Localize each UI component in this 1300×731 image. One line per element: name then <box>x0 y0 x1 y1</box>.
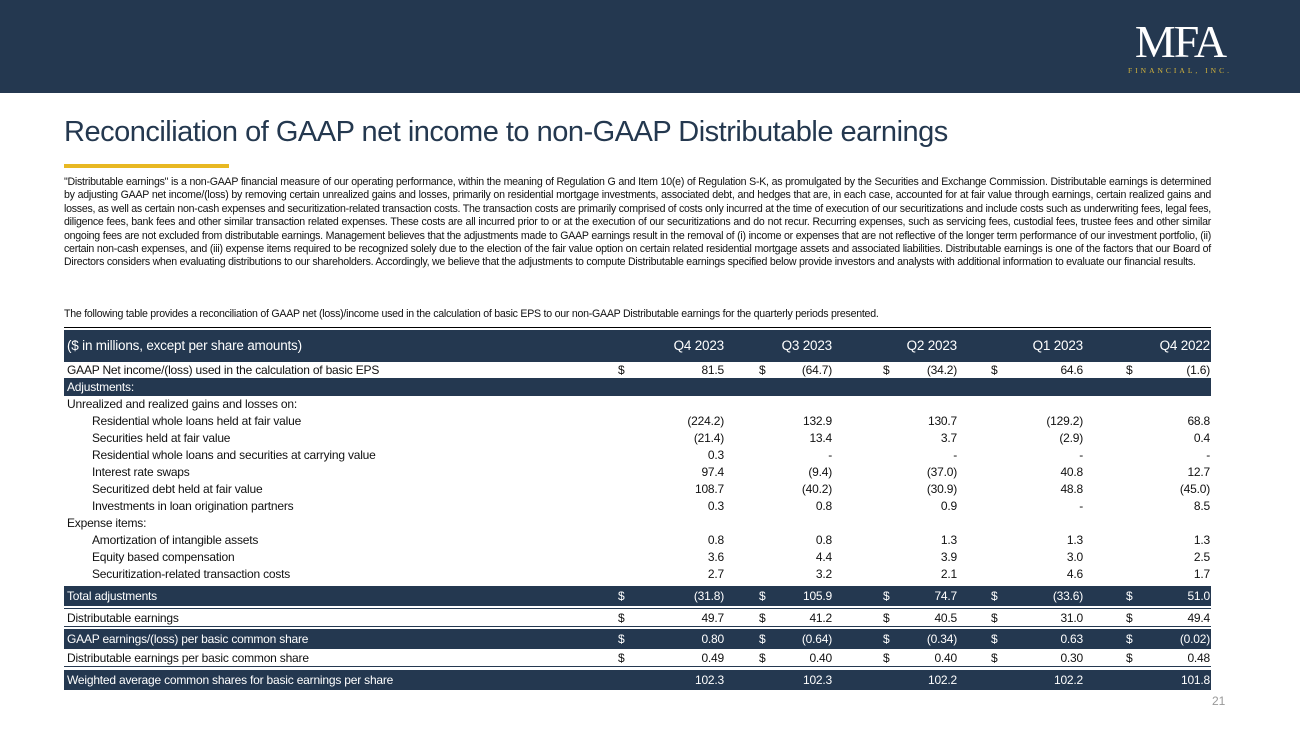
row-label: Total adjustments <box>67 589 157 603</box>
currency-symbol: $ <box>759 651 766 665</box>
cell-value: 108.7 <box>694 482 724 496</box>
row-label: Residential whole loans held at fair value <box>92 414 302 428</box>
cell-value: - <box>1206 448 1210 462</box>
cell-value: 40.5 <box>934 611 957 625</box>
cell-value: 4.6 <box>1066 567 1083 581</box>
row-distributable-earnings <box>64 608 1211 627</box>
cell-value: 64.6 <box>1060 363 1083 377</box>
cell-value: 49.4 <box>1187 611 1210 625</box>
row-label: Unrealized and realized gains and losses on: <box>67 397 298 411</box>
cell-value: 3.7 <box>940 431 957 445</box>
cell-value: (0.64) <box>801 632 832 646</box>
currency-symbol: $ <box>991 589 998 603</box>
row-label: Adjustments: <box>67 380 134 394</box>
cell-value: - <box>953 448 957 462</box>
cell-value: (21.4) <box>693 431 724 445</box>
cell-value: 102.3 <box>694 673 724 687</box>
cell-value: 2.7 <box>707 567 724 581</box>
cell-value: 1.7 <box>1193 567 1210 581</box>
row-label: ($ in millions, except per share amounts) <box>67 338 302 353</box>
cell-value: 1.3 <box>1193 533 1210 547</box>
mfa-logo <box>1128 16 1232 75</box>
logo-subtext: FINANCIAL, INC. <box>1128 66 1232 75</box>
table-row <box>64 464 1211 481</box>
table-row <box>64 566 1211 583</box>
currency-symbol: $ <box>1126 632 1133 646</box>
row-gaap-net-income <box>64 362 1211 379</box>
cell-value: 101.8 <box>1180 673 1210 687</box>
divider <box>64 327 1211 328</box>
cell-value: 0.80 <box>701 632 724 646</box>
cell-value: 0.40 <box>809 651 832 665</box>
currency-symbol: $ <box>1126 363 1133 377</box>
cell-value: 81.5 <box>701 363 724 377</box>
currency-symbol: $ <box>883 611 890 625</box>
logo-text: MFA <box>1134 16 1226 67</box>
cell-value: 0.49 <box>701 651 724 665</box>
cell-value: Q2 2023 <box>906 338 957 353</box>
currency-symbol: $ <box>991 611 998 625</box>
cell-value: 0.48 <box>1187 651 1210 665</box>
table-row <box>64 481 1211 498</box>
header-bar <box>0 0 1300 93</box>
row-adjustments <box>64 379 1211 396</box>
row-weighted-shares <box>64 670 1211 690</box>
currency-symbol: $ <box>759 632 766 646</box>
table-row <box>64 532 1211 549</box>
row-unrealized-heading <box>64 396 1211 413</box>
row-label: Securitization-related transaction costs <box>92 567 291 581</box>
currency-symbol: $ <box>991 651 998 665</box>
currency-symbol: $ <box>883 363 890 377</box>
row-total-adjustments <box>64 586 1211 606</box>
cell-value: 12.7 <box>1187 465 1210 479</box>
page-number: 21 <box>1212 694 1226 708</box>
cell-value: 41.2 <box>809 611 832 625</box>
cell-value: Q4 2022 <box>1159 338 1210 353</box>
cell-value: 1.3 <box>940 533 957 547</box>
currency-symbol: $ <box>991 632 998 646</box>
cell-value: 0.63 <box>1060 632 1083 646</box>
currency-symbol: $ <box>991 363 998 377</box>
currency-symbol: $ <box>883 589 890 603</box>
cell-value: 49.7 <box>701 611 724 625</box>
row-label: Residential whole loans and securities at carrying value <box>92 448 376 462</box>
description-paragraph: "Distributable earnings" is a non-GAAP financial measure of our operating performance, within the meaning of Regulation G and Item 10(e) of Regulation S-K, as promulgated by the Securities and Exchange Commission. Distributable earnings is determined by adjusting GAAP net income/(loss) by removing certain unrealized gains and losses, primarily on residential mortgage investments, associated debt, and hedges that are, in each case, accounted for at fair value through earnings, certain realized gains and losses, as well as certain non-cash expenses and securitization-related transaction costs. The transaction costs are primarily comprised of costs only incurred at the time of execution of our securitizations and include costs such as underwriting fees, legal fees, diligence fees, bank fees and other similar transaction related expenses. These costs are all incurred prior to or at the execution of our securitizations and do not recur. Recurring expenses, such as servicing fees, custodial fees, trustee fees and other similar ongoing fees are not excluded from distributable earnings. Management believes that the adjustments made to GAAP earnings result in the removal of (i) income or expenses that are not reflective of the longer term performance of our investment portfolio, (ii) certain non-cash expenses, and (iii) expense items required to be recognized solely due to the election of the fair value option on certain related residential mortgage assets and associated liabilities. Distributable earnings is one of the factors that our Board of Directors considers when evaluating distributions to our shareholders. Accordingly, we believe that the adjustments to compute Distributable earnings specified below provide investors and analysts with additional information to evaluate our financial results. <box>64 176 1211 269</box>
currency-symbol: $ <box>618 363 625 377</box>
row-label: Investments in loan origination partners <box>92 499 294 513</box>
cell-value: (37.0) <box>926 465 957 479</box>
row-label: Distributable earnings per basic common share <box>67 651 309 665</box>
currency-symbol: $ <box>1126 651 1133 665</box>
cell-value: 68.8 <box>1187 414 1210 428</box>
row-label: Distributable earnings <box>67 611 179 625</box>
cell-value: (40.2) <box>801 482 832 496</box>
cell-value: (9.4) <box>808 465 832 479</box>
cell-value: 51.0 <box>1187 589 1210 603</box>
cell-value: 102.2 <box>1053 673 1083 687</box>
cell-value: (45.0) <box>1179 482 1210 496</box>
cell-value: (64.7) <box>801 363 832 377</box>
cell-value: 2.5 <box>1193 550 1210 564</box>
row-label: Interest rate swaps <box>92 465 190 479</box>
row-label: GAAP Net income/(loss) used in the calculation of basic EPS <box>67 363 380 377</box>
cell-value: - <box>1079 499 1083 513</box>
cell-value: 102.3 <box>802 673 832 687</box>
row-label: GAAP earnings/(loss) per basic common share <box>67 632 309 646</box>
cell-value: 4.4 <box>815 550 832 564</box>
cell-value: 105.9 <box>802 589 832 603</box>
cell-value: 0.8 <box>707 533 724 547</box>
currency-symbol: $ <box>759 611 766 625</box>
cell-value: 2.1 <box>940 567 957 581</box>
cell-value: Q4 2023 <box>673 338 724 353</box>
currency-symbol: $ <box>1126 611 1133 625</box>
row-gaap-eps <box>64 629 1211 648</box>
cell-value: 0.40 <box>934 651 957 665</box>
cell-value: (30.9) <box>926 482 957 496</box>
cell-value: - <box>828 448 832 462</box>
cell-value: 3.6 <box>707 550 724 564</box>
cell-value: 0.9 <box>940 499 957 513</box>
cell-value: - <box>1079 448 1083 462</box>
table-row <box>64 413 1211 430</box>
table-row <box>64 447 1211 464</box>
row-label: Weighted average common shares for basic earnings per share <box>67 673 394 687</box>
cell-value: (129.2) <box>1046 414 1083 428</box>
intro-text: The following table provides a reconciliation of GAAP net (loss)/income used in the calculation of basic EPS to our non-GAAP Distributable earnings for the quarterly periods presented. <box>64 308 879 320</box>
cell-value: (0.34) <box>926 632 957 646</box>
cell-value: 0.3 <box>707 499 724 513</box>
cell-value: 0.8 <box>815 499 832 513</box>
currency-symbol: $ <box>618 632 625 646</box>
table-row <box>64 549 1211 566</box>
page-title: Reconciliation of GAAP net income to non-GAAP Distributable earnings <box>64 116 948 148</box>
currency-symbol: $ <box>759 363 766 377</box>
cell-value: 130.7 <box>927 414 957 428</box>
cell-value: 0.30 <box>1060 651 1083 665</box>
currency-symbol: $ <box>618 651 625 665</box>
row-expense-heading <box>64 515 1211 532</box>
cell-value: (224.2) <box>687 414 724 428</box>
row-label: Equity based compensation <box>92 550 235 564</box>
currency-symbol: $ <box>883 632 890 646</box>
currency-symbol: $ <box>1126 589 1133 603</box>
currency-symbol: $ <box>618 589 625 603</box>
row-label: Amortization of intangible assets <box>92 533 259 547</box>
currency-symbol: $ <box>759 589 766 603</box>
cell-value: (31.8) <box>693 589 724 603</box>
row-label: Securities held at fair value <box>92 431 231 445</box>
row-distributable-eps <box>64 648 1211 667</box>
cell-value: 40.8 <box>1060 465 1083 479</box>
cell-value: 0.4 <box>1193 431 1210 445</box>
row-label: Expense items: <box>67 516 147 530</box>
cell-value: 3.2 <box>815 567 832 581</box>
cell-value: 74.7 <box>934 589 957 603</box>
cell-value: 102.2 <box>927 673 957 687</box>
title-underline <box>64 164 229 168</box>
cell-value: 0.8 <box>815 533 832 547</box>
cell-value: (2.9) <box>1059 431 1083 445</box>
cell-value: 31.0 <box>1060 611 1083 625</box>
row-label: Securitized debt held at fair value <box>92 482 263 496</box>
cell-value: 97.4 <box>701 465 724 479</box>
currency-symbol: $ <box>618 611 625 625</box>
cell-value: (33.6) <box>1052 589 1083 603</box>
cell-value: (34.2) <box>926 363 957 377</box>
cell-value: (1.6) <box>1186 363 1210 377</box>
cell-value: 8.5 <box>1193 499 1210 513</box>
cell-value: Q3 2023 <box>781 338 832 353</box>
cell-value: 13.4 <box>809 431 832 445</box>
cell-value: Q1 2023 <box>1032 338 1083 353</box>
reconciliation-table <box>64 330 1211 690</box>
table-row <box>64 498 1211 515</box>
cell-value: 3.9 <box>940 550 957 564</box>
cell-value: 48.8 <box>1060 482 1083 496</box>
cell-value: 0.3 <box>707 448 724 462</box>
currency-symbol: $ <box>883 651 890 665</box>
cell-value: 3.0 <box>1066 550 1083 564</box>
cell-value: 1.3 <box>1066 533 1083 547</box>
table-row <box>64 430 1211 447</box>
cell-value: 132.9 <box>802 414 832 428</box>
table-header-row <box>64 330 1211 362</box>
cell-value: (0.02) <box>1179 632 1210 646</box>
